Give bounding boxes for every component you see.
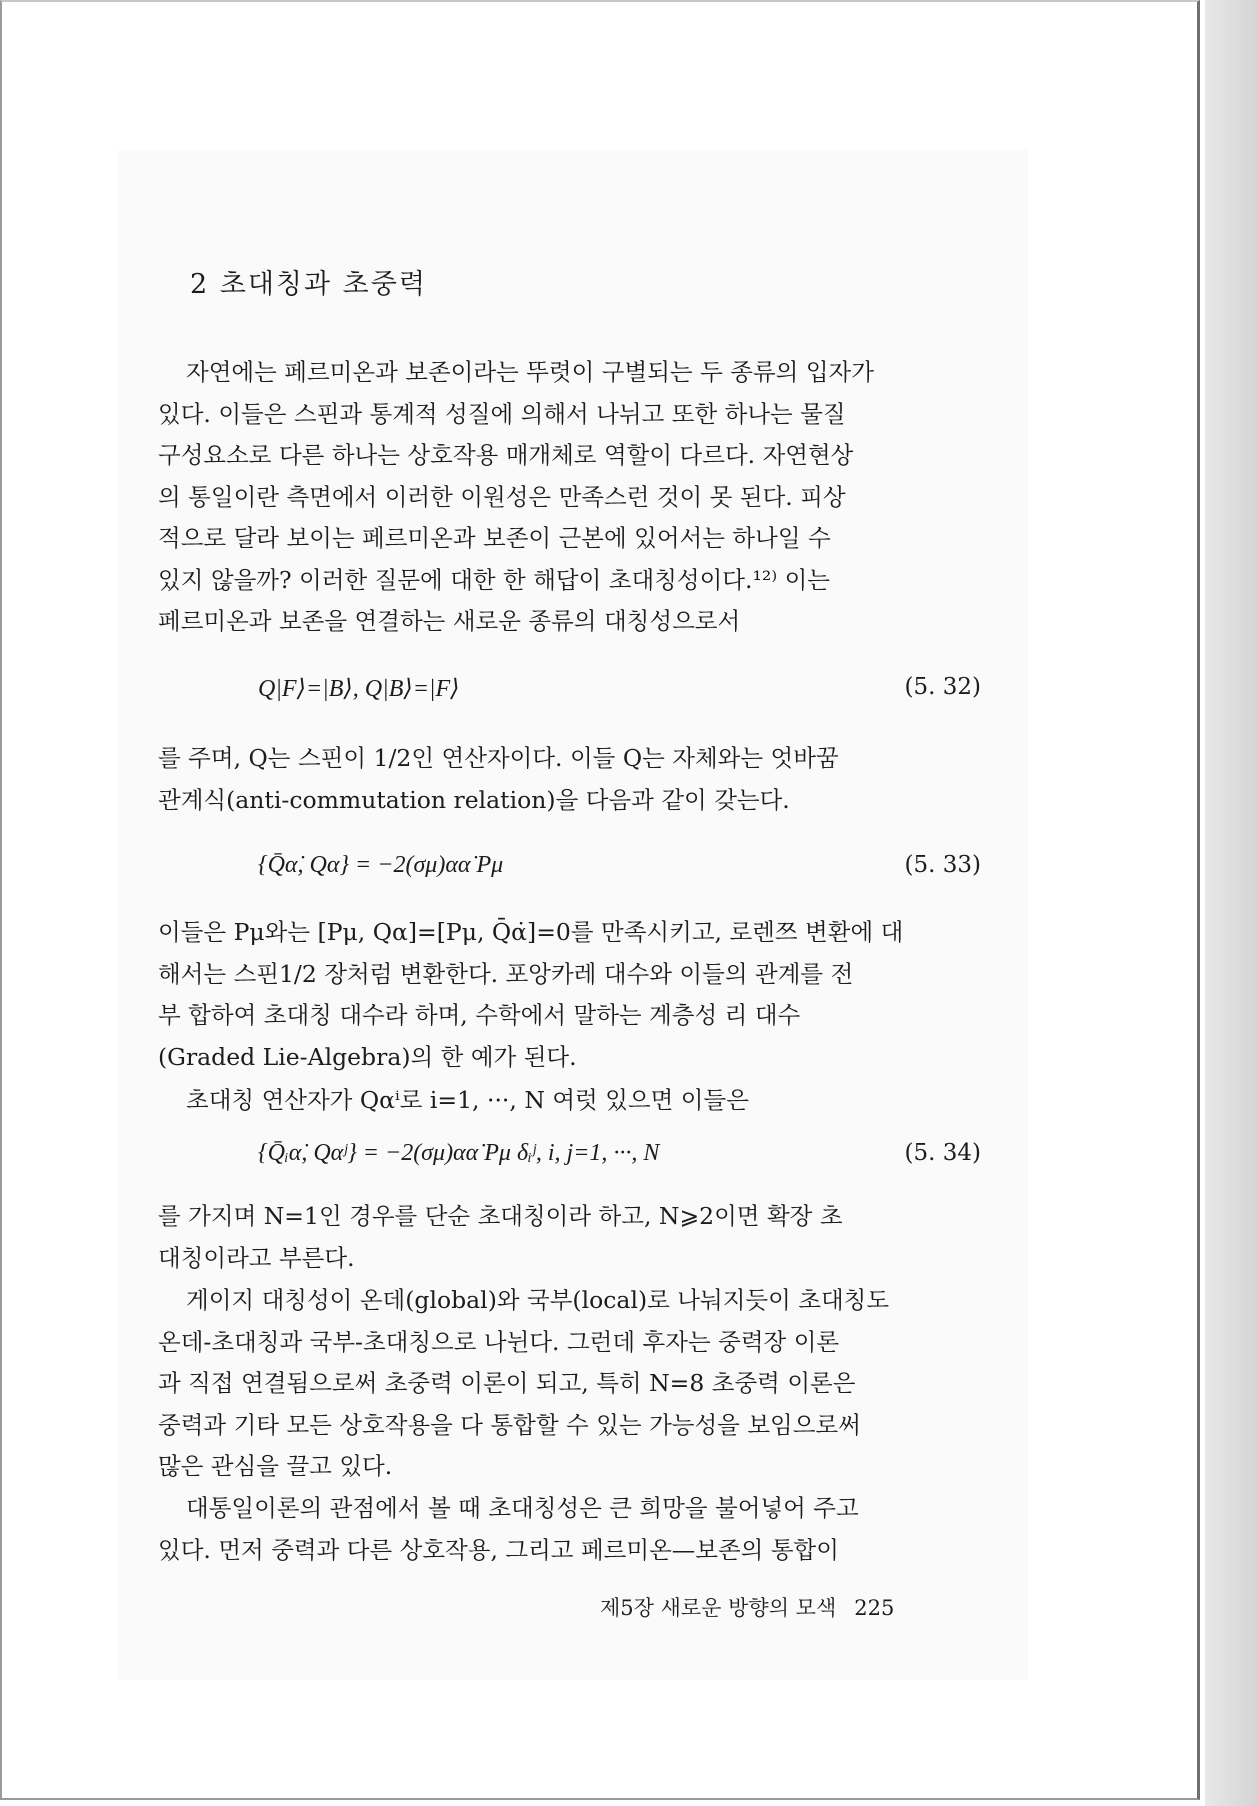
text-line: 있지 않을까? 이러한 질문에 대한 한 해답이 초대칭성이다.¹²⁾ 이는 [158,565,830,594]
text-line: 있다. 먼저 중력과 다른 상호작용, 그리고 페르미온—보존의 통합이 [158,1535,839,1564]
equation-number: (5. 32) [904,674,981,700]
paragraph-5 [158,1196,1010,1279]
text-line: 게이지 대칭성이 온데(global)와 국부(local)로 나눠지듯이 초대칭도 [186,1286,890,1314]
text-line: 온데-초대칭과 국부-초대칭으로 나뉜다. 그런데 후자는 중력장 이론 [158,1327,840,1356]
text-line: 를 주며, Q는 스핀이 1/2인 연산자이다. 이들 Q는 자체와는 엇바꿈 [158,744,839,772]
equation-expression: {Q̄α̇, Qα} = −2(σμ)αα̇ Pμ [258,852,504,878]
text-line: 대칭이라고 부른다. [158,1243,355,1272]
text-line: 있다. 이들은 스핀과 통계적 성질에 의해서 나뉘고 또한 하나는 물질 [158,399,846,428]
running-chapter-title: 제5장 새로운 방향의 모색 [600,1596,837,1620]
equation-number: (5. 34) [904,1140,981,1166]
text-line: 관계식(anti-commutation relation)을 다음과 같이 갖는다. [158,785,790,814]
text-line: 부 합하여 초대칭 대수라 하며, 수학에서 말하는 계층성 리 대수 [158,1001,801,1029]
page-number: 225 [854,1596,895,1620]
paragraph-4 [158,1080,1010,1122]
text-line: 많은 관심을 끌고 있다. [158,1452,393,1480]
text-line: 페르미온과 보존을 연결하는 새로운 종류의 대칭성으로서 [158,607,741,635]
equation-expression: Q|F⟩=|B⟩, Q|B⟩=|F⟩ [258,676,460,702]
paragraph-2 [158,738,1010,821]
text-line: 적으로 달라 보이는 페르미온과 보존이 근본에 있어서는 하나일 수 [158,524,831,552]
text-line: 해서는 스핀1/2 장처럼 변환한다. 포앙카레 대수와 이들의 관계를 전 [158,959,854,988]
paragraph-7 [158,1488,1010,1571]
page-footer [600,1592,894,1622]
text-line: 의 통일이란 측면에서 이러한 이원성은 만족스런 것이 못 된다. 피상 [158,482,846,511]
window-edge-shadow [1205,0,1258,1806]
text-line: 대통일이론의 관점에서 볼 때 초대칭성은 큰 희망을 불어넣어 주고 [186,1494,859,1522]
text-line: (Graded Lie-Algebra)의 한 예가 된다. [158,1042,577,1071]
paragraph-3 [158,912,1010,1078]
text-line: 과 직접 연결됨으로써 초중력 이론이 되고, 특히 N=8 초중력 이론은 [158,1369,856,1397]
text-line: 이들은 Pμ와는 [Pμ, Qα]=[Pμ, Q̄α̇]=0를 만족시키고, 로렌쯔 변환에 대 [158,918,904,946]
equation-5-34 [258,1140,981,1167]
paragraph-6 [158,1280,1010,1488]
equation-5-33 [258,852,981,879]
text-line: 초대칭 연산자가 Qαⁱ로 i=1, ···, N 여럿 있으면 이들은 [186,1086,749,1114]
text-line: 를 가지며 N=1인 경우를 단순 초대칭이라 하고, N⩾2이면 확장 초 [158,1202,843,1230]
equation-number: (5. 33) [904,852,981,878]
equation-5-32 [258,674,981,703]
text-line: 구성요소로 다른 하나는 상호작용 매개체로 역할이 다르다. 자연현상 [158,441,854,469]
paragraph-1 [158,352,1010,643]
text-line: 자연에는 페르미온과 보존이라는 뚜렷이 구별되는 두 종류의 입자가 [186,358,874,386]
section-heading: 2 초대칭과 초중력 [190,269,427,300]
text-line: 중력과 기타 모든 상호작용을 다 통합할 수 있는 가능성을 보임으로써 [158,1410,861,1439]
equation-expression: {Q̄ᵢα̇, Qαʲ} = −2(σμ)αα̇ Pμ δᵢʲ, i, j=1, ···, N [258,1140,660,1166]
